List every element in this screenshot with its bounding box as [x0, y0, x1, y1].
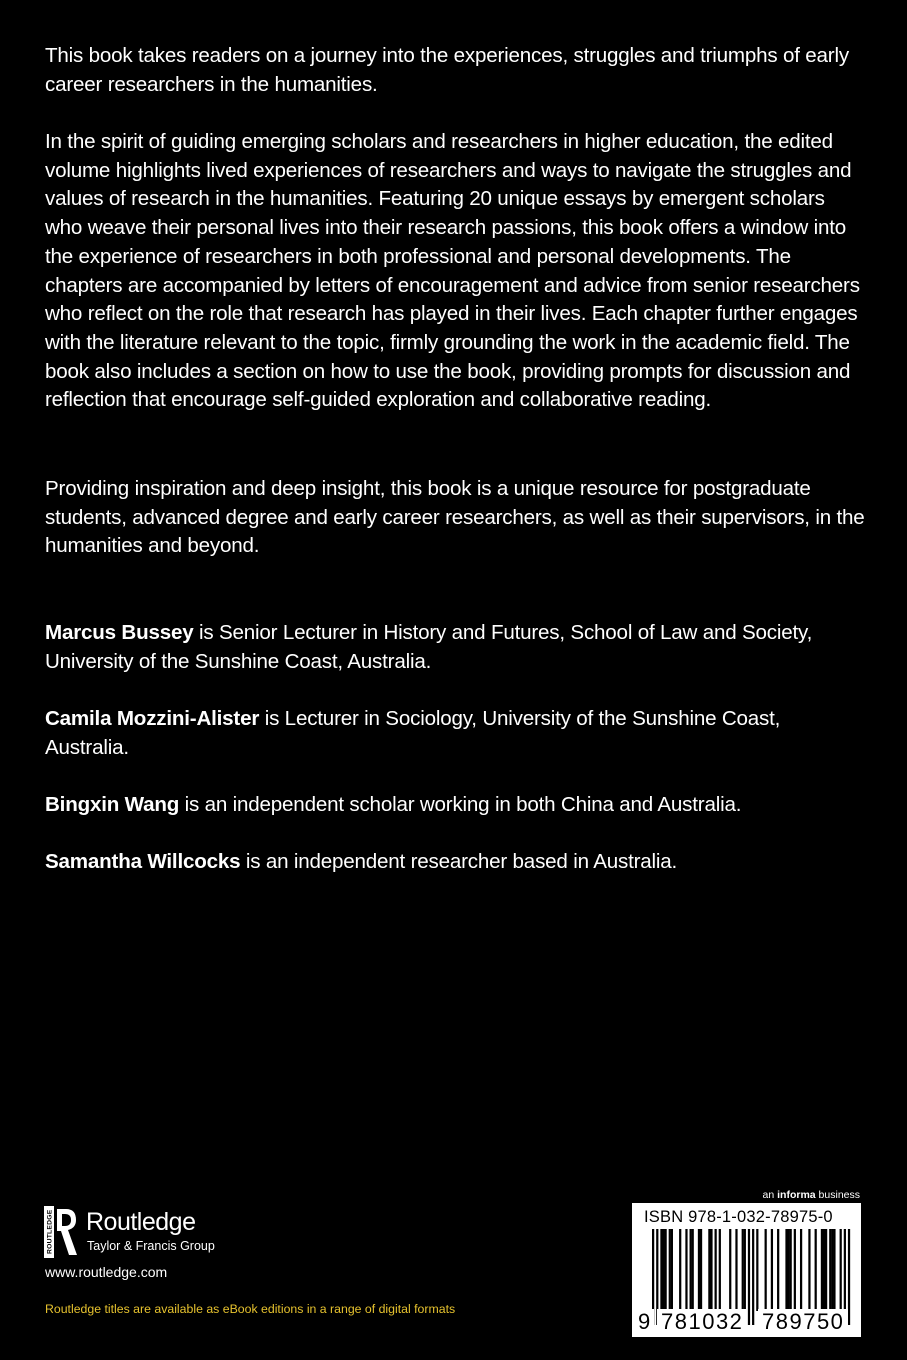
barcode-bar: [777, 1229, 779, 1311]
barcode-bar: [790, 1229, 792, 1311]
publisher-website: www.routledge.com: [45, 1264, 168, 1280]
barcode-digits-left: 781032: [657, 1309, 747, 1335]
barcode-bar: [708, 1229, 710, 1311]
isbn-barcode: [632, 1203, 861, 1337]
barcode-digits-right: 789750: [758, 1309, 848, 1335]
publisher-group: Taylor & Francis Group: [87, 1239, 215, 1253]
barcode-bar: [710, 1229, 712, 1311]
barcode-bar: [715, 1229, 717, 1311]
barcode-bar: [833, 1229, 835, 1311]
editor-name: Camila Mozzini-Alister: [45, 707, 260, 730]
barcode-bar: [829, 1229, 831, 1311]
barcode-bar: [821, 1229, 823, 1311]
barcode-bar: [685, 1229, 687, 1311]
barcode-bar: [692, 1229, 694, 1311]
barcode-bar: [735, 1229, 737, 1311]
barcode-bar: [744, 1229, 746, 1311]
barcode-bar: [787, 1229, 789, 1311]
editor-bio-text: is an independent researcher based in Australia.: [240, 850, 678, 873]
barcode-bar: [825, 1229, 827, 1311]
barcode-bar: [831, 1229, 833, 1311]
barcode-digits: [632, 1309, 861, 1335]
tagline-suffix: business: [815, 1189, 860, 1201]
barcode-bar: [690, 1229, 692, 1311]
informa-tagline: [763, 1189, 860, 1201]
barcode-bar: [823, 1229, 825, 1311]
barcode-bar: [742, 1229, 744, 1311]
editor-bio-text: is an independent scholar working in both China and Australia.: [179, 793, 742, 816]
editor-bio-text: is Lecturer in Sociology, University of the Sunshine Coast, Australia.: [45, 707, 781, 759]
ebook-availability-note: Routledge titles are available as eBook editions in a range of digital formats: [45, 1302, 456, 1316]
barcode-bar: [700, 1229, 702, 1311]
routledge-vertical-text: ROUTLEDGE: [46, 1209, 54, 1254]
barcode-digit-first: 9: [638, 1309, 652, 1334]
description-paragraph-2: In the spirit of guiding emerging scholars and researchers in higher education, the edited volume highlights lived experiences of researchers and ways to navigate the struggles and values of research in the humanities. Featuring 20 unique essays by emergent scholars who weave their personal lives into their research passions, this book offers a window into the experience of researchers in both professional and personal developments. The chapters are accompanied by letters of encouragement and advice from senior researchers who reflect on the role that research has played in their lives. Each chapter further engages with the literature relevant to the topic, firmly grounding the work in the academic field. The book also includes a section on how to use the book, providing prompts for discussion and reflection that encourage self-guided exploration and collaborative reading.: [45, 130, 860, 412]
editor-name: Samantha Willcocks: [45, 850, 241, 873]
routledge-logo: [44, 1206, 244, 1258]
barcode-bar: [765, 1229, 767, 1311]
editor-name: Bingxin Wang: [45, 793, 180, 816]
barcode-bar: [815, 1229, 817, 1311]
barcode-bar: [665, 1229, 667, 1311]
tagline-brand: informa: [777, 1189, 816, 1201]
isbn-label: ISBN 978-1-032-78975-0: [644, 1208, 833, 1226]
barcode-bar: [698, 1229, 700, 1311]
editor-name: Marcus Bussey: [45, 621, 194, 644]
editor-bio-text: is Senior Lecturer in History and Futures, School of Law and Society, University of the Sunshine Coast, Australia.: [45, 621, 813, 673]
barcode-bar: [671, 1229, 673, 1311]
barcode-bar: [756, 1229, 758, 1311]
barcode-bar: [800, 1229, 802, 1311]
barcode-bar: [794, 1229, 796, 1311]
barcode-bar: [785, 1229, 787, 1311]
publisher-name: Routledge: [86, 1208, 196, 1236]
routledge-logo-icon: [44, 1206, 78, 1258]
barcode-bar: [679, 1229, 681, 1311]
description-paragraph-3: Providing inspiration and deep insight, this book is a unique resource for postgraduate students, advanced degree and early career researchers, as well as their supervisors, in the humanities and beyond.: [45, 477, 865, 558]
barcode-bar: [660, 1229, 662, 1311]
barcode-bar: [771, 1229, 773, 1311]
barcode-bar: [729, 1229, 731, 1311]
editor-bio-2: [45, 705, 867, 762]
barcode-bar: [669, 1229, 671, 1311]
editor-bio-3: [45, 791, 867, 820]
barcode-bar: [719, 1229, 721, 1311]
barcode-bar: [840, 1229, 842, 1311]
editor-bio-1: [45, 619, 867, 676]
barcode-bar: [808, 1229, 810, 1311]
description-paragraph-1: This book takes readers on a journey into the experiences, struggles and triumphs of early career researchers in the humanities.: [45, 44, 849, 96]
editor-bio-4: [45, 848, 867, 877]
tagline-prefix: an: [762, 1189, 778, 1201]
barcode-bar: [662, 1229, 664, 1311]
